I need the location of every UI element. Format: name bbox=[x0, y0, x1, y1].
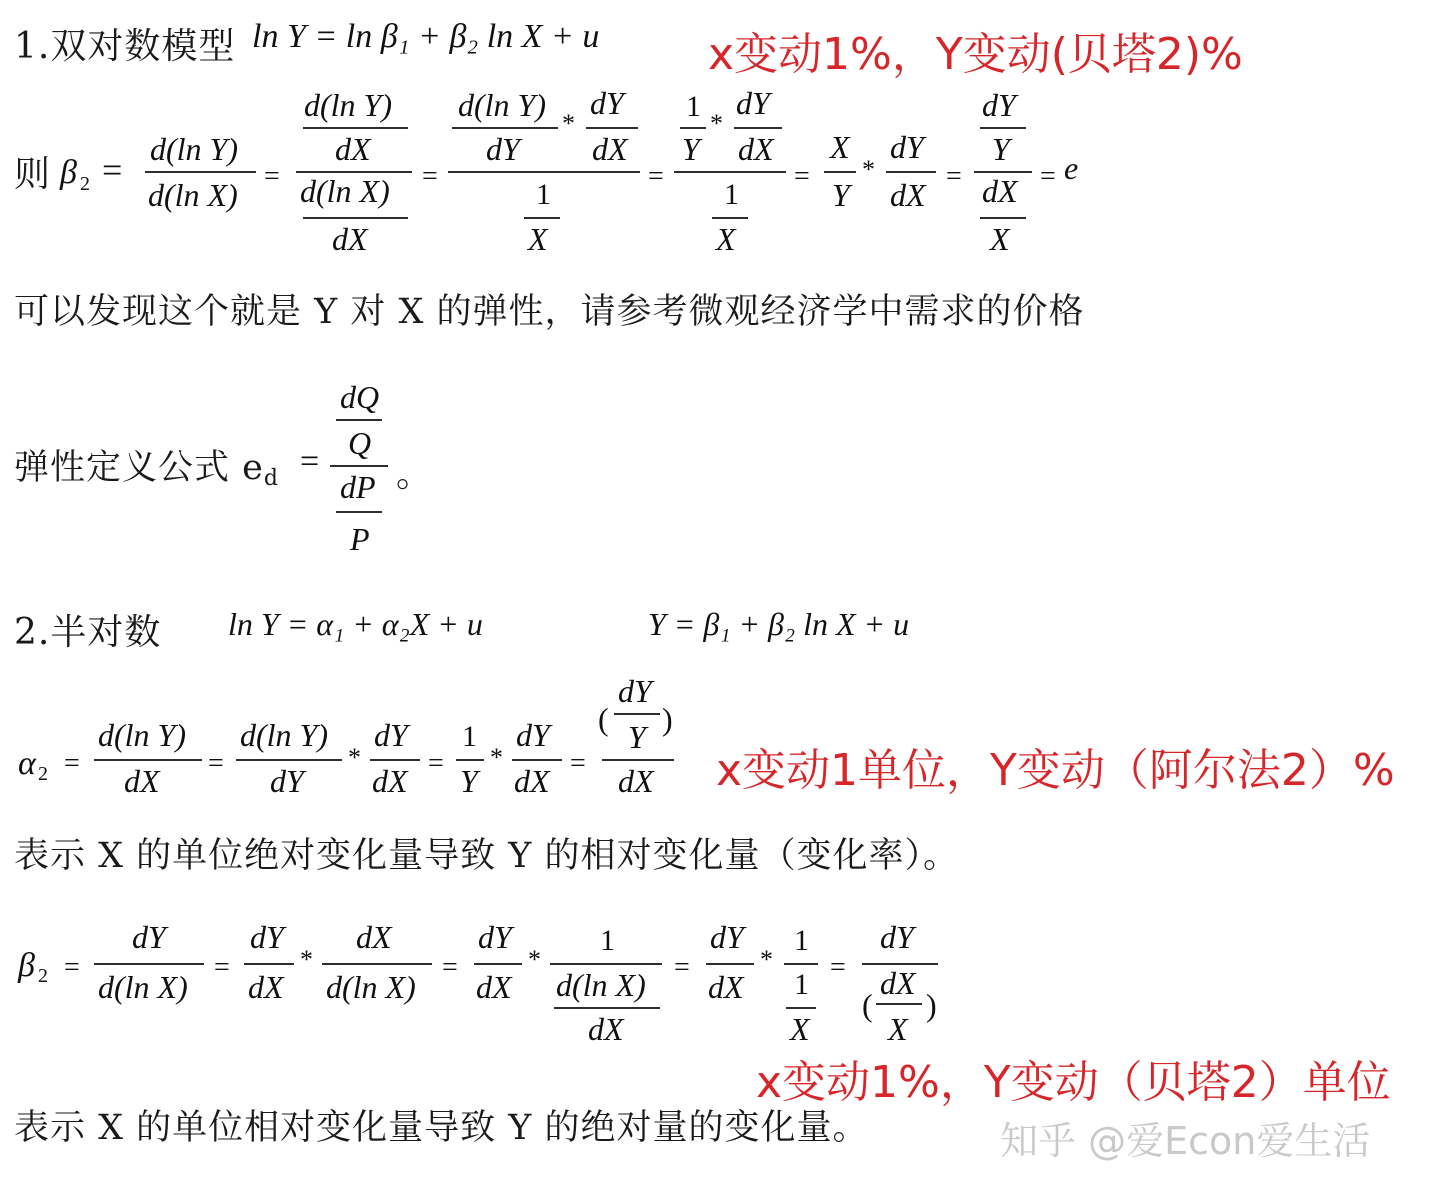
svg-text:(: ( bbox=[598, 701, 609, 737]
svg-text:=: = bbox=[1040, 161, 1056, 192]
svg-text:*: * bbox=[490, 743, 503, 772]
svg-text:=: = bbox=[422, 161, 438, 192]
svg-text:d(ln X): d(ln X) bbox=[300, 173, 390, 209]
svg-text:dX: dX bbox=[588, 1011, 624, 1047]
svg-text:Y: Y bbox=[832, 177, 850, 213]
svg-text:dP: dP bbox=[340, 469, 376, 505]
beta2-explanation: 表示 X 的单位相对变化量导致 Y 的绝对量的变化量。 bbox=[14, 1108, 869, 1148]
section1-annotation: x变动1%，Y变动(贝塔2)% bbox=[708, 29, 1243, 80]
svg-text:dY: dY bbox=[590, 85, 624, 121]
svg-text:*: * bbox=[710, 109, 723, 138]
svg-text:=: = bbox=[300, 443, 320, 480]
svg-text:dX: dX bbox=[335, 131, 371, 167]
section1-model-equation: ln Y = ln β₁ + β₂ ln X + u bbox=[252, 18, 600, 55]
svg-text:*: * bbox=[348, 743, 361, 772]
elasticity-subscript: d bbox=[263, 466, 279, 491]
svg-text:β: β bbox=[18, 947, 35, 984]
svg-text:2: 2 bbox=[80, 173, 90, 195]
svg-text:dY: dY bbox=[486, 131, 520, 167]
svg-text:=: = bbox=[102, 150, 123, 190]
svg-text:d(ln X): d(ln X) bbox=[148, 177, 238, 213]
beta2-annotation: x变动1%，Y变动（贝塔2）单位 bbox=[756, 1057, 1391, 1108]
svg-text:dY: dY bbox=[736, 85, 770, 121]
svg-text:=: = bbox=[64, 952, 80, 983]
derivation-result: e bbox=[1064, 150, 1079, 186]
svg-text:Y: Y bbox=[628, 719, 646, 755]
svg-text:dY: dY bbox=[478, 919, 512, 955]
elasticity-suffix: 。 bbox=[396, 454, 434, 495]
section1-heading: 1.双对数模型 bbox=[14, 26, 236, 67]
svg-text:dX: dX bbox=[124, 763, 160, 799]
svg-text:=: = bbox=[208, 748, 224, 779]
svg-text:dY: dY bbox=[132, 919, 166, 955]
log-log-derivation-formula bbox=[50, 80, 1130, 260]
svg-text:*: * bbox=[760, 945, 773, 974]
svg-text:X: X bbox=[888, 1011, 908, 1047]
svg-text:): ) bbox=[926, 987, 937, 1023]
svg-text:dX: dX bbox=[592, 131, 628, 167]
svg-text:*: * bbox=[300, 945, 313, 974]
svg-text:=: = bbox=[648, 161, 664, 192]
svg-text:=: = bbox=[674, 952, 690, 983]
beta2-derivation-formula bbox=[14, 912, 954, 1052]
svg-text:d(ln Y): d(ln Y) bbox=[240, 717, 328, 753]
svg-text:X: X bbox=[716, 221, 736, 257]
svg-text:d(ln Y): d(ln Y) bbox=[458, 87, 546, 123]
svg-text:β: β bbox=[60, 154, 77, 191]
svg-text:=: = bbox=[570, 748, 586, 779]
svg-text:d(ln X): d(ln X) bbox=[98, 969, 188, 1005]
svg-text:1: 1 bbox=[462, 720, 477, 753]
svg-text:d(ln X): d(ln X) bbox=[326, 969, 416, 1005]
svg-text:=: = bbox=[794, 161, 810, 192]
svg-text:dX: dX bbox=[372, 763, 408, 799]
svg-text:1: 1 bbox=[794, 968, 809, 1001]
svg-text:dQ: dQ bbox=[340, 379, 380, 415]
svg-text:α: α bbox=[18, 745, 36, 782]
svg-text:2: 2 bbox=[38, 763, 48, 785]
svg-text:=: = bbox=[64, 748, 80, 779]
svg-text:1: 1 bbox=[536, 178, 551, 211]
svg-text:dX: dX bbox=[476, 969, 512, 1005]
svg-text:P: P bbox=[350, 521, 370, 557]
svg-text:dY: dY bbox=[270, 763, 304, 799]
svg-text:dY: dY bbox=[710, 919, 744, 955]
semi-log-model-a: ln Y = α₁ + α₂X + u bbox=[228, 606, 483, 642]
alpha2-derivation-formula bbox=[14, 668, 694, 808]
svg-text:=: = bbox=[428, 748, 444, 779]
alpha2-explanation: 表示 X 的单位绝对变化量导致 Y 的相对变化量（变化率）。 bbox=[14, 836, 960, 876]
svg-text:dX: dX bbox=[738, 131, 774, 167]
svg-text:X: X bbox=[830, 129, 850, 165]
svg-text:Q: Q bbox=[348, 425, 372, 461]
svg-text:=: = bbox=[264, 161, 280, 192]
svg-text:X: X bbox=[990, 221, 1010, 257]
svg-text:1: 1 bbox=[724, 178, 739, 211]
svg-text:d(ln Y): d(ln Y) bbox=[98, 717, 186, 753]
svg-text:dX: dX bbox=[618, 763, 654, 799]
svg-text:1: 1 bbox=[600, 924, 615, 957]
section1-explanation: 可以发现这个就是 Y 对 X 的弹性，请参考微观经济学中需求的价格 bbox=[14, 292, 1085, 332]
svg-text:1: 1 bbox=[686, 90, 701, 123]
svg-text:*: * bbox=[562, 109, 575, 138]
svg-text:dY: dY bbox=[374, 717, 408, 753]
svg-text:X: X bbox=[528, 221, 548, 257]
svg-text:X: X bbox=[790, 1011, 810, 1047]
svg-text:dX: dX bbox=[248, 969, 284, 1005]
svg-text:dY: dY bbox=[890, 129, 924, 165]
derivation-lead: 则 bbox=[14, 154, 52, 195]
svg-text:*: * bbox=[862, 155, 875, 184]
svg-text:=: = bbox=[946, 161, 962, 192]
svg-text:Y: Y bbox=[682, 131, 700, 167]
zhihu-watermark: 知乎 @爱Econ爱生活 bbox=[1000, 1119, 1371, 1163]
svg-text:=: = bbox=[442, 952, 458, 983]
svg-text:Y: Y bbox=[992, 131, 1010, 167]
svg-text:dY: dY bbox=[880, 919, 914, 955]
svg-text:dX: dX bbox=[514, 763, 550, 799]
svg-text:Y: Y bbox=[460, 763, 478, 799]
svg-text:): ) bbox=[662, 701, 673, 737]
svg-text:dY: dY bbox=[618, 673, 652, 709]
svg-text:2: 2 bbox=[38, 965, 48, 987]
svg-text:dX: dX bbox=[982, 173, 1018, 209]
svg-text:dY: dY bbox=[516, 717, 550, 753]
svg-text:*: * bbox=[528, 945, 541, 974]
svg-text:d(ln Y): d(ln Y) bbox=[304, 87, 392, 123]
svg-text:d(ln Y): d(ln Y) bbox=[150, 131, 238, 167]
svg-text:dY: dY bbox=[982, 87, 1016, 123]
elasticity-prefix: 弹性定义公式 e bbox=[14, 448, 264, 488]
svg-text:(: ( bbox=[862, 987, 873, 1023]
svg-text:dX: dX bbox=[356, 919, 392, 955]
svg-text:dY: dY bbox=[250, 919, 284, 955]
semi-log-model-b: Y = β₁ + β₂ ln X + u bbox=[648, 606, 910, 642]
section2-heading: 2.半对数 bbox=[14, 612, 162, 653]
svg-text:d(ln X): d(ln X) bbox=[556, 967, 646, 1003]
svg-text:1: 1 bbox=[794, 924, 809, 957]
elasticity-definition-label bbox=[14, 440, 279, 491]
svg-text:dX: dX bbox=[708, 969, 744, 1005]
svg-text:dX: dX bbox=[890, 177, 926, 213]
alpha2-annotation: x变动1单位，Y变动（阿尔法2）% bbox=[716, 745, 1395, 796]
svg-text:dX: dX bbox=[880, 965, 916, 1001]
svg-text:dX: dX bbox=[332, 221, 368, 257]
svg-text:=: = bbox=[214, 952, 230, 983]
svg-text:=: = bbox=[830, 952, 846, 983]
elasticity-formula bbox=[296, 372, 406, 562]
